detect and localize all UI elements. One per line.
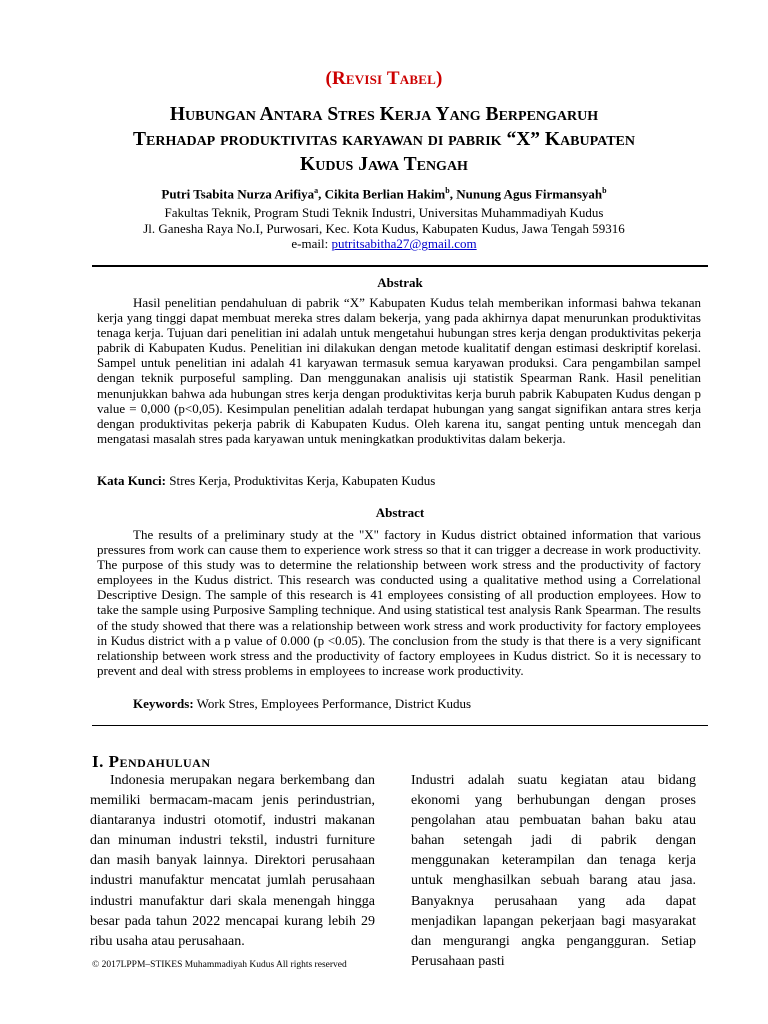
email-label: e-mail: (291, 236, 332, 251)
kata-kunci-values: Stres Kerja, Produktivitas Kerja, Kabupaten Kudus (165, 473, 436, 488)
abstrak-keywords (97, 473, 435, 489)
revision-label: (Revisi Tabel) (325, 68, 443, 89)
title-line-3: Kudus Jawa Tengah (300, 154, 468, 175)
title-line-1: Hubungan Antara Stres Kerja Yang Berpengaruh (169, 104, 599, 125)
abstract-text: The results of a preliminary study at the "X" factory in Kudus district obtained information that various pressures from work can cause them to experience work stress so that it can trigger a decrease in work productivity. The purpose of this study was to determine the relationship between work stress and the productivity of factory employees in the Kudus district. This research was conducted using a qualitative method using a Correlational Descriptive Design. The sample of this research is 41 employees consisting of all production employees. How to take the sample using Purposive Sampling technique. And using statistical test analysis Rank Spearman. The results of the study showed that there was a relationship between work stress and work productivity for factory employees in Kudus district with a p value of 0.000 (p <0.05). The conclusion from the study is that there is a very significant relationship between work stress and the productivity of factory employees in Kudus district. So it is necessary to prevent and deal with stress problems in employees to increase work productivity. (97, 527, 701, 678)
abstract-keywords (133, 696, 471, 712)
copyright-footer: © 2017LPPM–STIKES Muhammadiyah Kudus All rights reserved (92, 960, 347, 970)
author-1: Putri Tsabita Nurza Arifiya (161, 186, 315, 202)
author-3: Nunung Agus Firmansyah (456, 186, 603, 202)
abstract-body (97, 527, 701, 678)
section-title: I. Pendahuluan (92, 752, 211, 771)
author-2-affil: b (445, 186, 450, 195)
abstrak-heading: Abstrak (377, 275, 423, 290)
kata-kunci-label: Kata Kunci: (97, 473, 166, 488)
affiliation-email (80, 236, 688, 252)
author-list: Putri Tsabita Nurza Arifiya$^a$, Cikita Berlian Hakim$^b$, Nunung Agus Firmansyah$^b$ (161, 186, 607, 202)
paper-title (80, 102, 688, 177)
top-divider (92, 265, 708, 267)
column-right: Industri adalah suatu kegiatan atau bidang ekonomi yang berhubungan dengan proses pengolahan atau pembuatan bahan baku atau bahan setengah jadi di pabrik dengan menggunakan keterampilan dan tenaga kerja untuk menghasilkan sebuah barang atau jasa. Banyaknya perusahaan yang ada dapat menjadikan lapangan pekerjaan bagi masyarakat dan mengurangi angka pengangguran. Setiap Perusahaan pasti (411, 773, 696, 969)
title-line-2: Terhadap produktivitas karyawan di pabrik “X” Kabupaten (133, 129, 635, 150)
keywords-values: Work Stres, Employees Performance, District Kudus (193, 696, 472, 711)
email-link[interactable]: putritsabitha27@gmail.com (331, 236, 477, 251)
column-left: Indonesia merupakan negara berkembang dan memiliki bermacam-macam jenis perindustrian, diantaranya industri otomotif, industri makanan dan minuman industri tekstil, industri furniture dan masih banyak lainnya. Direktori perusahaan industri manufaktur mencatat jumlah perusahaan industri manufaktur dari skala menengah hingga besar pada tahun 2022 mencapai kurang lebih 29 ribu usaha atau perusahaan. (90, 773, 375, 949)
author-1-affil: a (314, 186, 319, 195)
author-2: Cikita Berlian Hakim (324, 186, 446, 202)
author-3-affil: b (602, 186, 607, 195)
abstrak-text: Hasil penelitian pendahuluan di pabrik “X” Kabupaten Kudus telah memberikan informasi bahwa tekanan kerja yang tinggi dapat membuat mereka stres dalam bekerja, yang pada akhirnya dapat menurunkan produktivitas tenaga kerja. Tujuan dari penelitian ini adalah untuk mengetahui hubungan stres kerja dengan produktivitas pekerja pabrik di Kabupaten Kudus. Penelitian ini dilakukan dengan metode kualitatif dengan estimasi deskriptif korelasi. Sampel untuk penelitian ini adalah 41 karyawan termasuk semua karyawan produksi. Cara pengambilan sampel dengan teknik purposeful sampling. Dan menggunakan analisis uji statistik Spearman Rank. Hasil penelitian menunjukkan bahwa ada hubungan stres kerja dengan produktivitas kerja buruh pabrik Kabupaten Kudus dengan p value = 0,000 (p<0,05). Kesimpulan penelitian adalah terdapat hubungan yang sangat signifikan antara stres kerja dengan produktivitas pekerja pabrik di Kabupaten Kudus. Oleh karena itu, sangat penting untuk mencegah dan mengatasi masalah stres pada karyawan untuk meningkatkan produktivitas dalam bekerja. (97, 295, 701, 446)
bottom-divider (92, 725, 708, 726)
keywords-label: Keywords: (133, 696, 194, 711)
affiliation-line-2: Jl. Ganesha Raya No.I, Purwosari, Kec. Kota Kudus, Kabupaten Kudus, Jawa Tengah 59316 (143, 221, 625, 236)
abstract-heading: Abstract (375, 505, 425, 520)
affiliation-line-1: Fakultas Teknik, Program Studi Teknik Industri, Universitas Muhammadiyah Kudus (164, 205, 604, 220)
abstrak-body (97, 295, 701, 446)
